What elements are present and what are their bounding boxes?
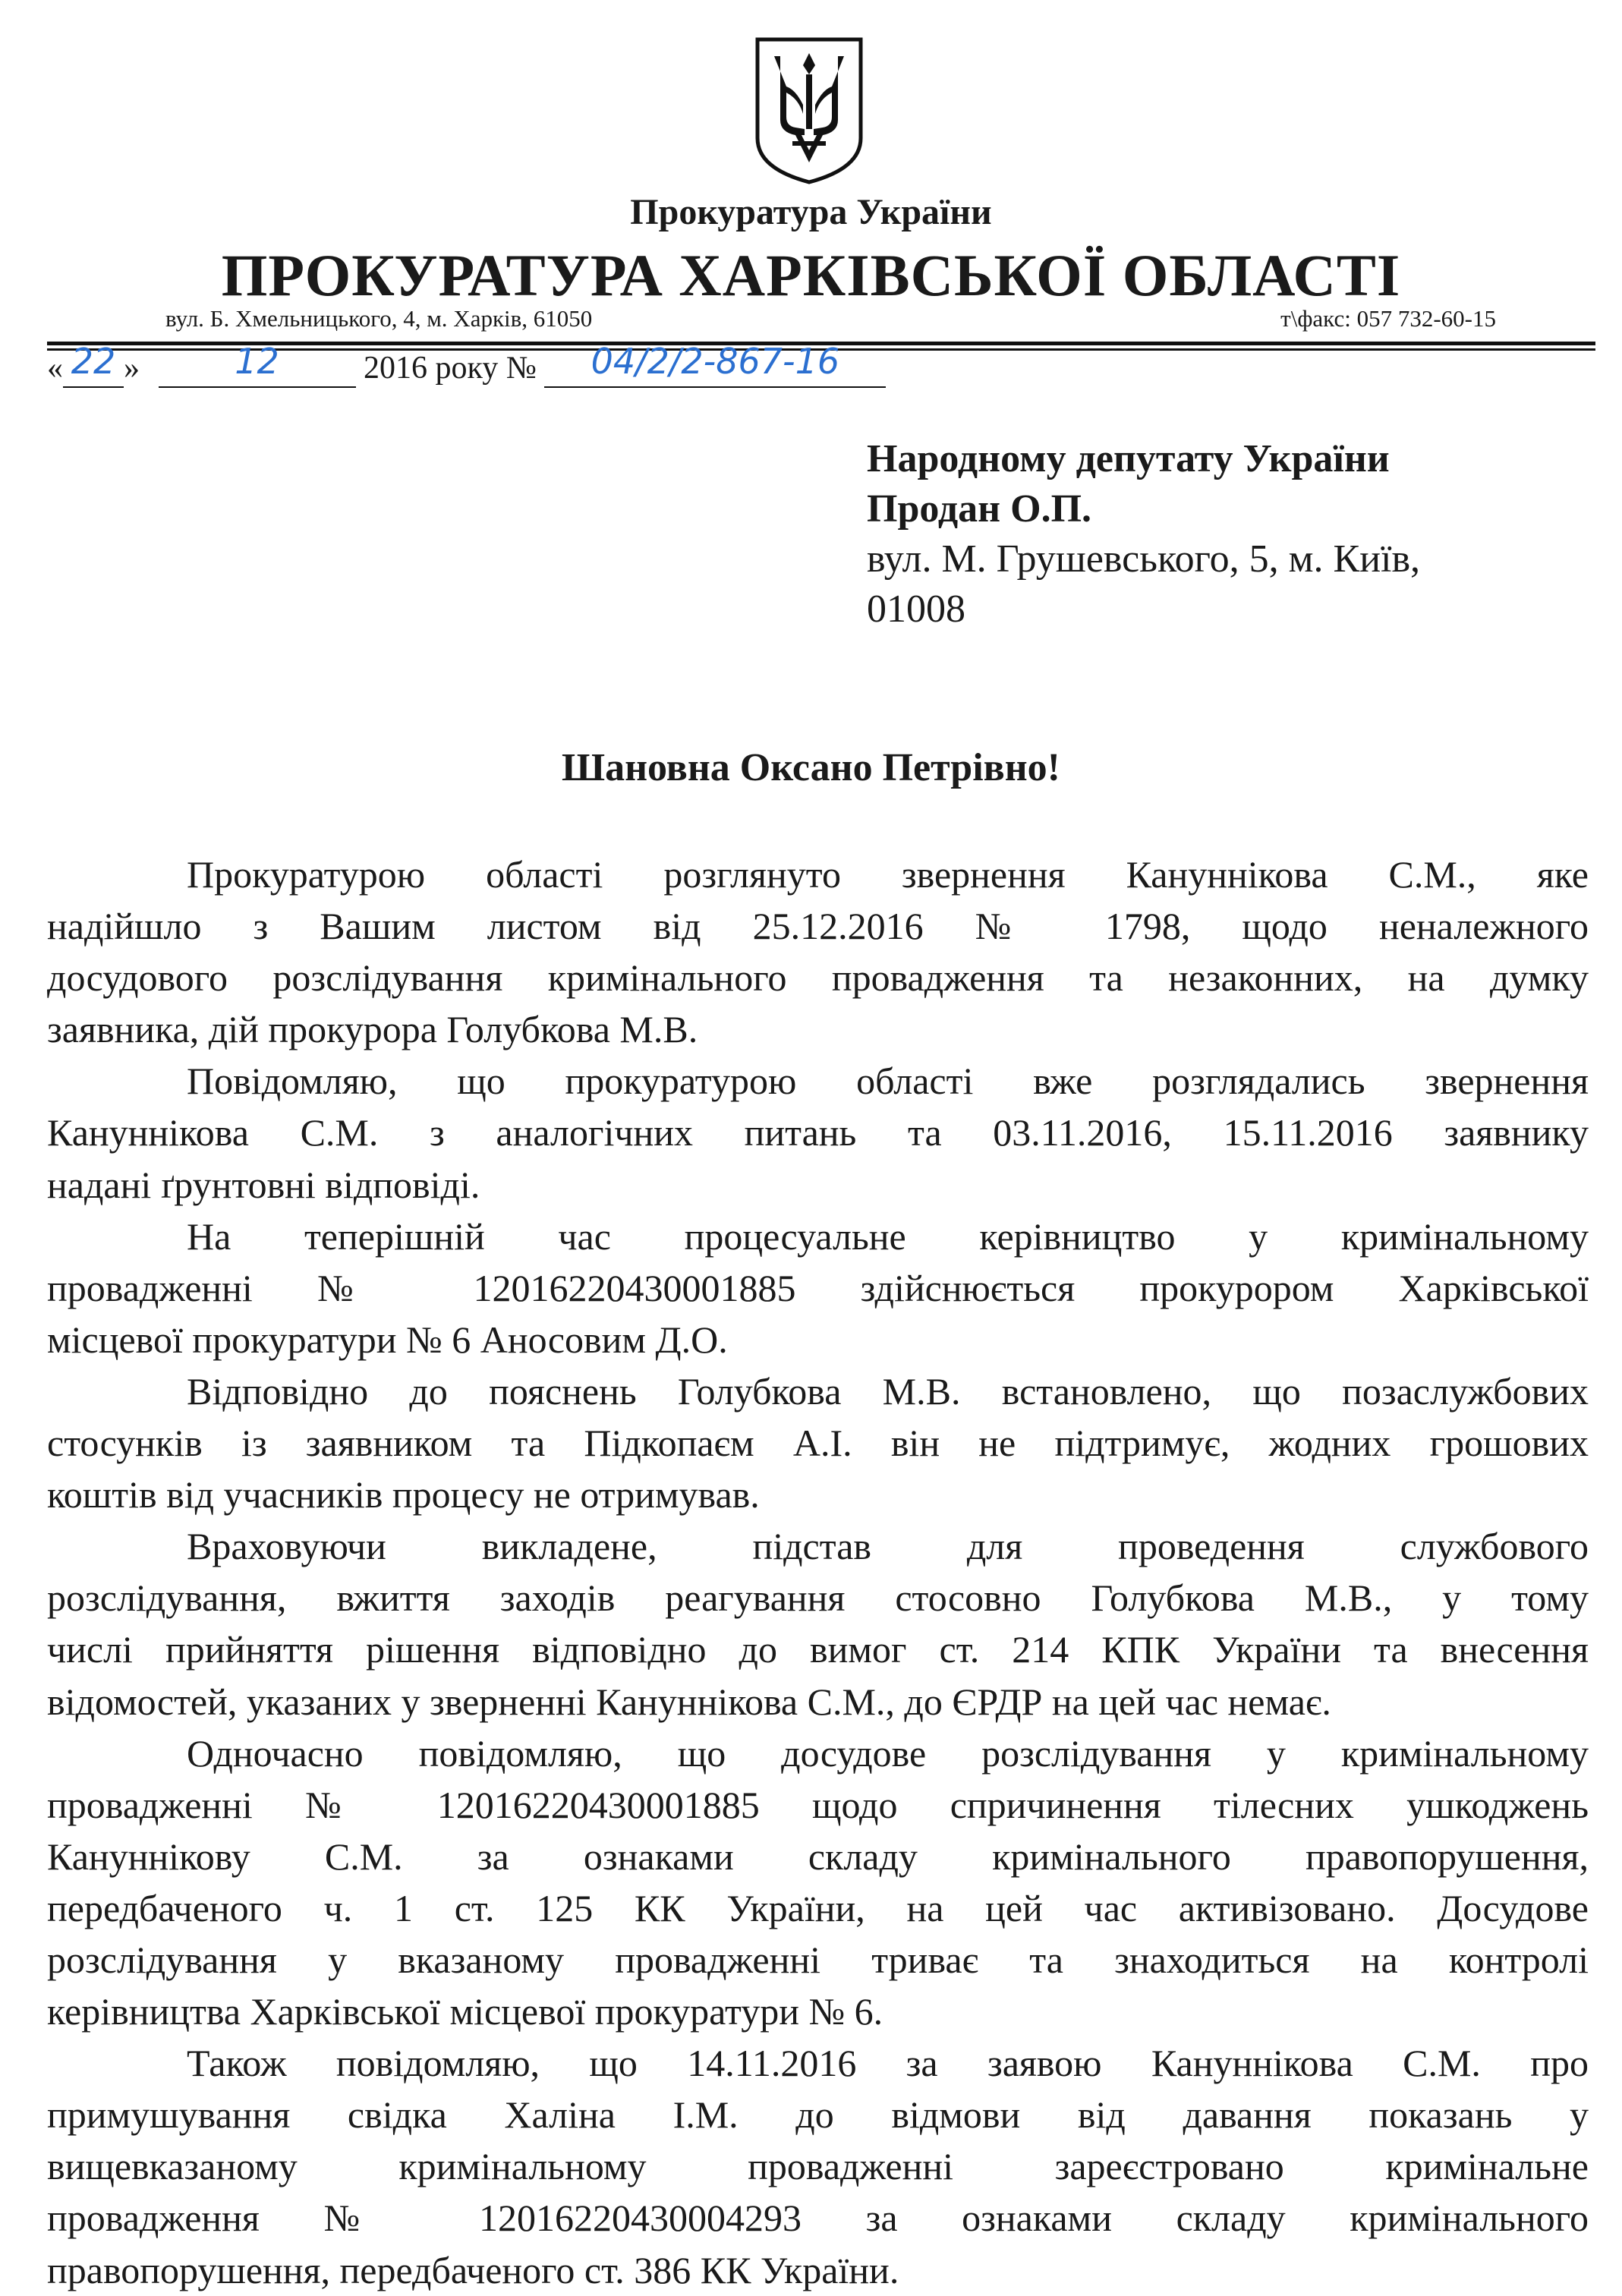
addressee-name: Продан О.П. (867, 487, 1092, 531)
addressee-address: вул. М. Грушевського, 5, м. Київ, (867, 537, 1421, 581)
paragraph-line: відомостей, указаних у зверненні Кануннікова С.М., до ЄРДР на цей час немає. (47, 1680, 1331, 1723)
paragraph-line: правопорушення, передбаченого ст. 386 КК України. (47, 2248, 899, 2291)
addressee-title: Народному депутату України (867, 437, 1390, 480)
date-number-line (47, 341, 886, 388)
paragraph-line: заявника, дій прокурора Голубкова М.В. (47, 1008, 698, 1051)
quote-open: « (47, 351, 63, 386)
paragraph (47, 2037, 1589, 2295)
paragraph-line: Також повідомляю, що 14.11.2016 за заявою Кануннікова С.М. про (187, 2042, 1589, 2085)
paragraph-line: Прокуратурою області розглянуто звернення Кануннікова С.М., яке (187, 853, 1589, 896)
paragraph (47, 1055, 1589, 1210)
org-address: вул. Б. Хмельницького, 4, м. Харків, 61050 (165, 305, 593, 332)
quote-close: » (124, 351, 140, 386)
paragraph-line: Відповідно до пояснень Голубкова М.В. встановлено, що позаслужбових (187, 1369, 1589, 1413)
coat-of-arms-trident-icon (753, 35, 865, 187)
paragraph-line: Враховуючи викладене, підстав для проведення службового (187, 1525, 1589, 1568)
handwritten-number: 04/2/2-867-16 (591, 341, 840, 382)
paragraph-line: На теперішній час процесуальне керівництво у кримінальному (187, 1214, 1589, 1258)
org-name-heading: ПРОКУРАТУРА ХАРКІВСЬКОЇ ОБЛАСТІ (221, 242, 1401, 308)
paragraph-line: керівництва Харківської місцевої прокуратури № 6. (47, 1990, 883, 2033)
paragraph-line: вищевказаному кримінальному провадженні зареєстровано кримінальне (47, 2145, 1589, 2188)
handwritten-day: 22 (71, 341, 116, 382)
greeting: Шановна Оксано Петрівно! (561, 746, 1061, 789)
paragraph (47, 849, 1589, 1055)
paragraph (47, 1728, 1589, 2038)
paragraph-line: провадженні № 12016220430001885 здійснюється прокурором Харківської (47, 1266, 1589, 1309)
paragraph-line: провадженні № 12016220430001885 щодо спричинення тілесних ушкоджень (47, 1783, 1589, 1826)
paragraph-line: розслідування, вжиття заходів реагування стосовно Голубкова М.В., у тому (47, 1576, 1589, 1620)
number-sign: № (505, 351, 537, 386)
paragraph-line: Повідомляю, що прокуратурою області вже розглядались звернення (187, 1060, 1589, 1103)
paragraph-line: примушування свідка Халіна І.М. до відмови від давання показань у (47, 2093, 1589, 2137)
org-fax: т\факс: 057 732-60-15 (1280, 305, 1496, 332)
paragraph (47, 1365, 1589, 1520)
paragraph-line: числі прийняття рішення відповідно до вимог ст. 214 КПК України та внесення (47, 1628, 1589, 1671)
addressee-postcode: 01008 (867, 587, 965, 631)
paragraph-line: провадження № 12016220430004293 за ознаками складу кримінального (47, 2197, 1589, 2240)
paragraph (47, 1520, 1589, 1727)
day-blank (63, 341, 124, 388)
handwritten-month: 12 (235, 341, 279, 382)
paragraph-line: надійшло з Вашим листом від 25.12.2016 № 1798, щодо неналежного (47, 905, 1589, 948)
paragraph-line: Кануннікову С.М. за ознаками складу кримінального правопорушення, (47, 1835, 1589, 1878)
paragraph-line: досудового розслідування кримінального провадження та незаконних, на думку (47, 956, 1589, 1000)
number-blank (544, 341, 886, 388)
paragraph-line: коштів від учасників процесу не отримував. (47, 1473, 760, 1516)
paragraph-line: Одночасно повідомляю, що досудове розслідування у кримінальному (187, 1731, 1589, 1775)
paragraph-line: стосунків із заявником та Підкопаєм А.І. він не підтримує, жодних грошових (47, 1422, 1589, 1465)
paragraph-line: Кануннікова С.М. з аналогічних питань та 03.11.2016, 15.11.2016 заявнику (47, 1111, 1589, 1154)
org-parent-name: Прокуратура України (630, 192, 992, 232)
paragraph-line: розслідування у вказаному провадженні триває та знаходиться на контролі (47, 1938, 1589, 1981)
month-blank (159, 341, 356, 388)
paragraph-line: надані ґрунтовні відповіді. (47, 1163, 480, 1206)
paragraph (47, 1211, 1589, 1365)
paragraph-line: місцевої прокуратури № 6 Аносовим Д.О. (47, 1318, 728, 1361)
addressee-block (867, 434, 1420, 635)
paragraph-line: передбаченого ч. 1 ст. 125 КК України, на цей час активізовано. Досудове (47, 1886, 1589, 1929)
letter-body (47, 849, 1589, 2296)
year-text: 2016 року (364, 351, 499, 386)
